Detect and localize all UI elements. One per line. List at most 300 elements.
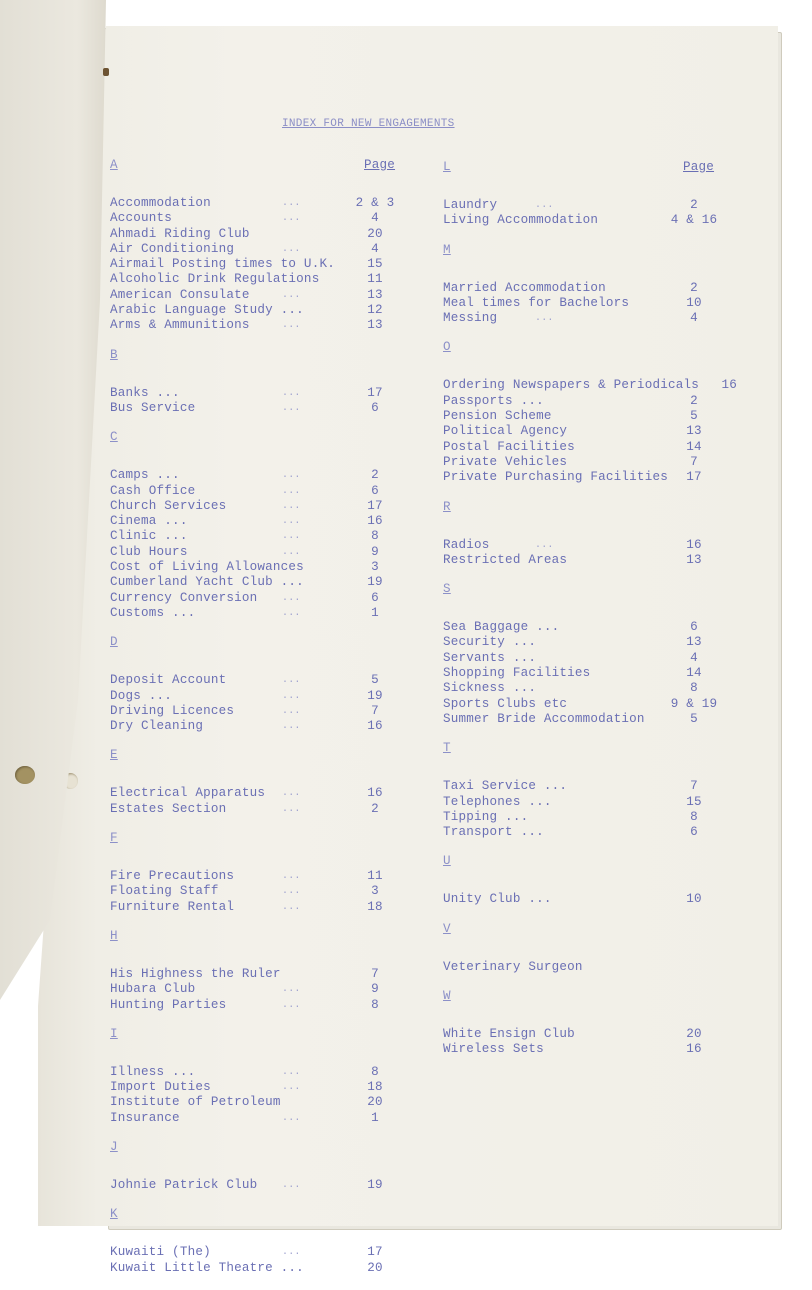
entry-page-number: 6 xyxy=(690,620,698,635)
entry-page-number: 6 xyxy=(371,483,379,498)
entry-label: Restricted Areas xyxy=(443,552,568,567)
index-column-left xyxy=(104,158,394,1290)
entry-label: Currency Conversion xyxy=(110,590,258,605)
entry-label: Customs ... xyxy=(110,605,196,620)
leader-dots: ... xyxy=(282,705,301,717)
entry-label: Electrical Apparatus xyxy=(110,786,266,801)
index-entry xyxy=(437,424,737,439)
leader-dots: ... xyxy=(282,721,301,733)
index-entry xyxy=(104,257,394,272)
entry-label: Insurance xyxy=(110,1110,180,1125)
index-entry xyxy=(437,620,737,635)
index-entry xyxy=(104,786,394,801)
index-entry xyxy=(104,967,394,982)
leader-dots: ... xyxy=(282,1247,301,1259)
index-entry xyxy=(104,1178,394,1193)
index-section-s xyxy=(437,582,737,727)
entry-label: Arms & Ammunitions xyxy=(110,318,250,333)
section-header xyxy=(104,635,394,653)
entry-label: Meal times for Bachelors xyxy=(443,295,630,310)
index-entry xyxy=(104,484,394,499)
entry-label: Security ... xyxy=(443,635,537,650)
leader-dots: ... xyxy=(282,402,301,414)
section-header xyxy=(437,582,737,600)
entry-page-number: 13 xyxy=(686,424,702,439)
index-entry xyxy=(437,960,737,975)
index-entry xyxy=(104,575,394,590)
entry-page-number: 14 xyxy=(686,666,702,681)
section-header xyxy=(437,160,737,178)
index-entry xyxy=(437,455,737,470)
entry-label: Illness ... xyxy=(110,1064,196,1079)
entry-page-number: 19 xyxy=(367,688,383,703)
section-header xyxy=(437,854,737,872)
entry-label: Cumberland Yacht Club ... xyxy=(110,575,304,590)
entry-label: Import Duties xyxy=(110,1080,211,1095)
entry-label: Hubara Club xyxy=(110,982,196,997)
leader-dots: ... xyxy=(282,1179,301,1191)
entry-label: Bus Service xyxy=(110,400,196,415)
entry-label: Ordering Newspapers & Periodicals xyxy=(443,378,699,393)
index-entry xyxy=(437,651,737,666)
entry-label: Married Accommodation xyxy=(443,280,606,295)
entry-page-number: 13 xyxy=(686,635,702,650)
entry-page-number: 8 xyxy=(690,681,698,696)
section-letter: R xyxy=(443,499,451,514)
index-section-t xyxy=(437,741,737,840)
entry-page-number: 7 xyxy=(690,454,698,469)
leader-dots: ... xyxy=(282,243,301,255)
entry-label: Fire Precautions xyxy=(110,869,235,884)
index-entry xyxy=(437,892,737,907)
leader-dots: ... xyxy=(535,539,554,551)
section-letter: M xyxy=(443,242,451,257)
index-section-e xyxy=(104,748,394,817)
entry-page-number: 20 xyxy=(367,1095,383,1110)
entry-page-number: 7 xyxy=(371,966,379,981)
entry-page-number: 9 & 19 xyxy=(670,696,718,711)
index-entry xyxy=(437,198,737,213)
index-entry xyxy=(104,704,394,719)
entry-page-number: 5 xyxy=(690,711,698,726)
entry-label: Cash Office xyxy=(110,483,196,498)
section-letter: K xyxy=(110,1207,118,1222)
entry-label: Cost of Living Allowances xyxy=(110,560,304,575)
entry-label: Deposit Account xyxy=(110,673,227,688)
entry-page-number: 5 xyxy=(371,673,379,688)
section-letter: V xyxy=(443,921,451,936)
index-entry xyxy=(104,318,394,333)
section-header xyxy=(104,1207,394,1225)
entry-page-number: 16 xyxy=(721,378,737,393)
index-entry xyxy=(104,386,394,401)
entry-label: Johnie Patrick Club xyxy=(110,1177,258,1192)
entry-label: Club Hours xyxy=(110,544,188,559)
index-column-right xyxy=(437,160,737,1072)
section-header xyxy=(437,741,737,759)
leader-dots: ... xyxy=(282,803,301,815)
entry-label: Pension Scheme xyxy=(443,409,552,424)
index-section-d xyxy=(104,635,394,734)
entry-label: Unity Club ... xyxy=(443,892,552,907)
entry-label: Radios xyxy=(443,537,490,552)
entry-page-number: 17 xyxy=(367,498,383,513)
index-entry xyxy=(437,697,737,712)
entry-label: Laundry xyxy=(443,198,498,212)
section-letter: D xyxy=(110,635,118,650)
entry-page-number: 10 xyxy=(686,892,702,907)
leader-dots: ... xyxy=(282,984,301,996)
index-section-b xyxy=(104,348,394,417)
index-entry xyxy=(104,689,394,704)
index-entry xyxy=(437,825,737,840)
entry-page-number: 15 xyxy=(367,257,383,272)
index-entry xyxy=(437,311,737,326)
document-title: INDEX FOR NEW ENGAGEMENTS xyxy=(282,118,455,130)
index-entry xyxy=(104,900,394,915)
leader-dots: ... xyxy=(282,1112,301,1124)
entry-label: Camps ... xyxy=(110,468,180,483)
index-section-h xyxy=(104,929,394,1013)
entry-label: Floating Staff xyxy=(110,884,219,899)
entry-page-number: 12 xyxy=(367,303,383,318)
section-letter: W xyxy=(443,989,451,1004)
entry-label: Living Accommodation xyxy=(443,213,599,228)
index-entry xyxy=(104,514,394,529)
entry-page-number: 2 xyxy=(690,198,698,212)
index-section-o xyxy=(437,340,737,485)
entry-label: Dogs ... xyxy=(110,688,173,703)
entry-label: Estates Section xyxy=(110,801,227,816)
entry-label: Sea Baggage ... xyxy=(443,620,560,635)
leader-dots: ... xyxy=(282,516,301,528)
entry-page-number: 19 xyxy=(367,575,383,590)
index-entry xyxy=(437,810,737,825)
entry-page-number: 11 xyxy=(367,869,383,884)
entry-label: Kuwaiti (The) xyxy=(110,1245,211,1260)
entry-label: Ahmadi Riding Club xyxy=(110,226,250,241)
index-section-i xyxy=(104,1027,394,1126)
section-header xyxy=(437,243,737,261)
leader-dots: ... xyxy=(282,1066,301,1078)
index-section-a xyxy=(104,158,394,334)
entry-page-number: 20 xyxy=(367,1260,383,1275)
section-header xyxy=(104,1027,394,1045)
entry-label: Arabic Language Study ... xyxy=(110,303,304,318)
page-column-header: Page xyxy=(364,158,396,172)
entry-label: Shopping Facilities xyxy=(443,666,591,681)
entry-label: Political Agency xyxy=(443,424,568,439)
section-letter: A xyxy=(110,158,118,172)
section-header xyxy=(437,340,737,358)
leader-dots: ... xyxy=(282,500,301,512)
section-letter: C xyxy=(110,430,118,445)
entry-label: Institute of Petroleum xyxy=(110,1095,281,1110)
index-entry xyxy=(104,1261,394,1276)
entry-page-number: 16 xyxy=(367,786,383,801)
index-entry xyxy=(104,606,394,621)
entry-label: Sports Clubs etc xyxy=(443,696,568,711)
leader-dots: ... xyxy=(282,607,301,619)
section-letter: I xyxy=(110,1026,118,1041)
index-entry xyxy=(104,529,394,544)
section-header xyxy=(104,158,394,176)
entry-label: Driving Licences xyxy=(110,703,235,718)
entry-label: Tipping ... xyxy=(443,809,529,824)
index-entry xyxy=(104,227,394,242)
leader-dots: ... xyxy=(282,592,301,604)
entry-label: Alcoholic Drink Regulations xyxy=(110,272,320,287)
entry-page-number: 6 xyxy=(371,400,379,415)
entry-label: Hunting Parties xyxy=(110,997,227,1012)
section-header xyxy=(104,831,394,849)
section-header xyxy=(437,989,737,1007)
entry-page-number: 8 xyxy=(371,997,379,1012)
entry-page-number: 2 xyxy=(371,801,379,816)
index-section-j xyxy=(104,1140,394,1193)
section-letter: B xyxy=(110,347,118,362)
index-entry xyxy=(104,242,394,257)
index-entry xyxy=(104,1065,394,1080)
leader-dots: ... xyxy=(282,1082,301,1094)
entry-label: Cinema ... xyxy=(110,514,188,529)
entry-label: Clinic ... xyxy=(110,529,188,544)
entry-page-number: 19 xyxy=(367,1177,383,1192)
entry-label: Kuwait Little Theatre ... xyxy=(110,1260,304,1275)
index-entry xyxy=(437,1027,737,1042)
entry-label: Air Conditioning xyxy=(110,241,235,256)
section-letter: J xyxy=(110,1139,118,1154)
entry-page-number: 17 xyxy=(686,470,702,485)
leader-dots: ... xyxy=(535,200,554,211)
entry-label: Accounts xyxy=(110,211,173,226)
entry-page-number: 11 xyxy=(367,272,383,287)
binder-pin xyxy=(103,68,109,76)
entry-page-number: 17 xyxy=(367,385,383,400)
index-entry xyxy=(437,213,737,228)
entry-page-number: 17 xyxy=(367,1245,383,1260)
entry-label: Messing xyxy=(443,311,498,326)
index-entry xyxy=(104,1080,394,1095)
entry-label: Dry Cleaning xyxy=(110,719,204,734)
entry-page-number: 9 xyxy=(371,982,379,997)
index-entry xyxy=(437,712,737,727)
entry-page-number: 1 xyxy=(371,1110,379,1125)
index-entry xyxy=(104,998,394,1013)
entry-label: Servants ... xyxy=(443,650,537,665)
index-entry xyxy=(437,296,737,311)
section-header xyxy=(437,922,737,940)
index-entry xyxy=(104,272,394,287)
page-column-header: Page xyxy=(683,160,715,174)
entry-page-number: 16 xyxy=(367,719,383,734)
entry-label: Furniture Rental xyxy=(110,899,235,914)
entry-label: His Highness the Ruler xyxy=(110,966,281,981)
entry-page-number: 3 xyxy=(371,884,379,899)
entry-page-number: 10 xyxy=(686,295,702,310)
section-letter: S xyxy=(443,582,451,597)
leader-dots: ... xyxy=(282,320,301,332)
entry-page-number: 2 xyxy=(371,468,379,483)
leader-dots: ... xyxy=(282,999,301,1011)
section-letter: F xyxy=(110,831,118,846)
entry-page-number: 18 xyxy=(367,1080,383,1095)
entry-label: American Consulate xyxy=(110,287,250,302)
index-section-w xyxy=(437,989,737,1058)
index-section-f xyxy=(104,831,394,915)
leader-dots: ... xyxy=(282,886,301,898)
leader-dots: ... xyxy=(282,788,301,800)
entry-label: Postal Facilities xyxy=(443,439,575,454)
index-entry xyxy=(437,795,737,810)
index-entry xyxy=(104,673,394,688)
entry-label: Private Vehicles xyxy=(443,454,568,469)
leader-dots: ... xyxy=(282,531,301,543)
leader-dots: ... xyxy=(535,313,554,325)
leader-dots: ... xyxy=(282,690,301,702)
index-entry xyxy=(437,779,737,794)
entry-label: Sickness ... xyxy=(443,681,537,696)
entry-page-number: 16 xyxy=(686,1042,702,1057)
index-section-m xyxy=(437,243,737,327)
punch-hole-left-page xyxy=(15,766,35,784)
leader-dots: ... xyxy=(282,546,301,558)
index-entry xyxy=(104,719,394,734)
section-letter: O xyxy=(443,340,451,355)
index-entry xyxy=(104,869,394,884)
leader-dots: ... xyxy=(282,871,301,883)
section-letter: H xyxy=(110,928,118,943)
section-header xyxy=(104,348,394,366)
index-entry xyxy=(104,1095,394,1110)
entry-label: Banks ... xyxy=(110,385,180,400)
leader-dots: ... xyxy=(282,485,301,497)
entry-label: Private Purchasing Facilities xyxy=(443,470,668,485)
section-letter: L xyxy=(443,160,451,174)
section-letter: T xyxy=(443,741,451,756)
leader-dots: ... xyxy=(282,198,301,209)
index-entry xyxy=(437,394,737,409)
index-entry xyxy=(437,281,737,296)
index-entry xyxy=(437,538,737,553)
entry-page-number: 7 xyxy=(371,703,379,718)
section-letter: E xyxy=(110,748,118,763)
leader-dots: ... xyxy=(282,387,301,399)
entry-label: Wireless Sets xyxy=(443,1042,544,1057)
entry-page-number: 20 xyxy=(686,1027,702,1042)
index-entry xyxy=(437,378,737,393)
index-entry xyxy=(104,196,394,211)
index-entry xyxy=(104,1111,394,1126)
entry-label: Summer Bride Accommodation xyxy=(443,711,645,726)
index-section-c xyxy=(104,430,394,621)
section-header xyxy=(104,929,394,947)
entry-label: Taxi Service ... xyxy=(443,779,568,794)
entry-page-number: 1 xyxy=(371,605,379,620)
entry-label: Transport ... xyxy=(443,825,544,840)
section-header xyxy=(104,748,394,766)
entry-page-number: 4 xyxy=(371,241,379,256)
index-section-l xyxy=(437,160,737,229)
index-entry xyxy=(104,884,394,899)
entry-page-number: 16 xyxy=(367,514,383,529)
index-entry xyxy=(104,982,394,997)
index-entry xyxy=(437,681,737,696)
index-entry xyxy=(437,666,737,681)
entry-page-number: 9 xyxy=(371,544,379,559)
entry-page-number: 13 xyxy=(367,287,383,302)
entry-page-number: 8 xyxy=(371,529,379,544)
entry-page-number: 7 xyxy=(690,779,698,794)
entry-page-number: 5 xyxy=(690,409,698,424)
entry-label: Accommodation xyxy=(110,196,211,210)
entry-page-number: 2 & 3 xyxy=(355,196,395,210)
section-letter: U xyxy=(443,854,451,869)
index-entry xyxy=(104,802,394,817)
index-section-r xyxy=(437,500,737,569)
index-entry xyxy=(437,409,737,424)
entry-page-number: 14 xyxy=(686,439,702,454)
entry-page-number: 4 & 16 xyxy=(670,213,718,228)
entry-label: Church Services xyxy=(110,498,227,513)
entry-page-number: 20 xyxy=(367,226,383,241)
leader-dots: ... xyxy=(282,675,301,687)
entry-page-number: 4 xyxy=(690,311,698,326)
index-entry xyxy=(104,303,394,318)
entry-page-number: 3 xyxy=(371,560,379,575)
index-entry xyxy=(104,211,394,226)
index-entry xyxy=(104,1245,394,1260)
entry-page-number: 6 xyxy=(371,590,379,605)
index-entry xyxy=(104,545,394,560)
entry-label: Passports ... xyxy=(443,393,544,408)
entry-page-number: 13 xyxy=(367,318,383,333)
entry-label: White Ensign Club xyxy=(443,1027,575,1042)
index-entry xyxy=(437,440,737,455)
entry-page-number: 4 xyxy=(690,650,698,665)
section-header xyxy=(104,430,394,448)
leader-dots: ... xyxy=(282,213,301,225)
entry-page-number: 8 xyxy=(690,809,698,824)
entry-page-number: 2 xyxy=(690,393,698,408)
entry-page-number: 8 xyxy=(371,1064,379,1079)
index-entry xyxy=(437,1042,737,1057)
entry-page-number: 13 xyxy=(686,552,702,567)
entry-page-number: 4 xyxy=(371,211,379,226)
index-section-u xyxy=(437,854,737,907)
entry-page-number: 16 xyxy=(686,537,702,552)
leader-dots: ... xyxy=(282,470,301,482)
index-section-v xyxy=(437,922,737,975)
section-header xyxy=(437,500,737,518)
leader-dots: ... xyxy=(282,901,301,913)
index-entry xyxy=(104,288,394,303)
index-entry xyxy=(437,635,737,650)
entry-page-number: 2 xyxy=(690,280,698,295)
index-entry xyxy=(104,591,394,606)
entry-label: Telephones ... xyxy=(443,794,552,809)
entry-page-number: 15 xyxy=(686,794,702,809)
entry-page-number: 6 xyxy=(690,825,698,840)
leader-dots: ... xyxy=(282,289,301,301)
index-section-k xyxy=(104,1207,394,1276)
index-entry xyxy=(437,470,737,485)
index-entry xyxy=(104,468,394,483)
section-header xyxy=(104,1140,394,1158)
entry-label: Airmail Posting times to U.K. xyxy=(110,257,335,272)
index-entry xyxy=(104,560,394,575)
entry-label: Veterinary Surgeon xyxy=(443,959,583,974)
